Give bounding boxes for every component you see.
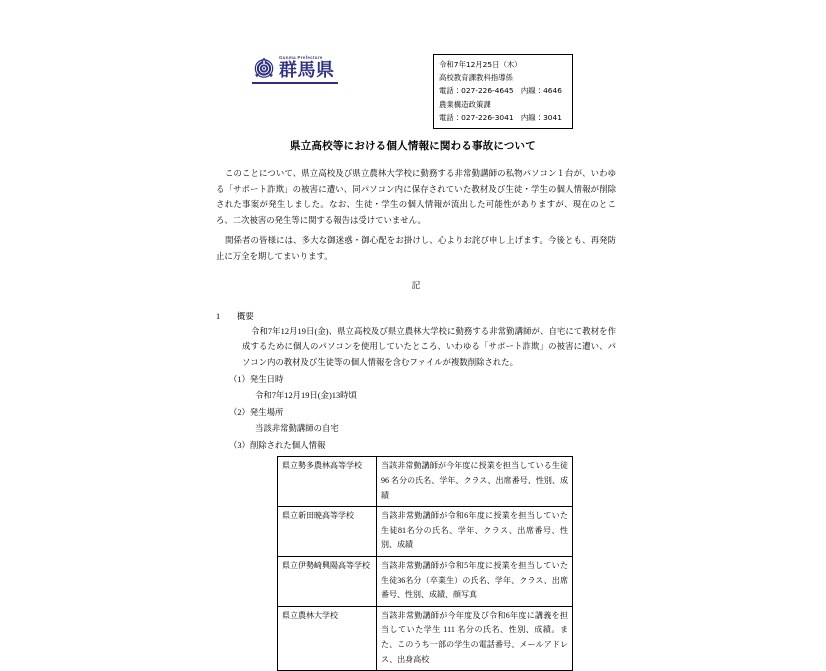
table-cell-school: 県立伊勢崎興陽高等学校 bbox=[278, 556, 377, 606]
contact-line-phone-1: 電話：027-226-4645 内線：4646 bbox=[439, 86, 562, 96]
table-cell-detail: 当該非常勤講師が令和5年度に授業を担当していた生徒36名分（卒業生）の氏名、学年、クラス、出席番号、性別、成績、顔写真 bbox=[377, 556, 573, 606]
document-header bbox=[252, 54, 577, 132]
logo-japanese-label: 群馬県 bbox=[279, 60, 335, 81]
logo-row bbox=[252, 56, 364, 80]
contact-line-phone-2: 電話：027-226-3041 内線：3041 bbox=[439, 112, 562, 122]
item-value-occurrence-datetime: 令和7年12月19日(金)13時頃 bbox=[255, 390, 357, 400]
intro-paragraph-2: 関係者の皆様には、多大な御迷惑・御心配をお掛けし、心よりお詫び申し上げます。今後とも、再発防止に万全を期してまいります。 bbox=[216, 236, 616, 261]
contact-line-division-2: 農業構造政策課 bbox=[439, 99, 491, 109]
logo-text bbox=[279, 56, 335, 80]
table-cell-school: 県立新田暁高等学校 bbox=[278, 507, 377, 557]
section-title: 概要 bbox=[237, 311, 254, 321]
table-row bbox=[278, 606, 573, 670]
table-cell-school: 県立勢多農林高等学校 bbox=[278, 457, 377, 507]
contact-line-date: 令和7年12月25日（木） bbox=[439, 60, 522, 69]
table-cell-detail: 当該非常勤講師が今年度及び令和6年度に講義を担当していた学生 111 名分の氏名、性別、成績。また、このうち一部の学生の電話番号、メールアドレス、出身高校 bbox=[377, 606, 573, 670]
table-cell-detail: 当該非常勤講師が令和6年度に授業を担当していた生徒81名分の氏名、学年、クラス、出席番号、性別、成績 bbox=[377, 507, 573, 557]
table-row bbox=[278, 556, 573, 606]
item-label-occurrence-place: （2）発生場所 bbox=[229, 408, 284, 418]
ki-mark: 記 bbox=[411, 279, 421, 290]
page-title: 県立高校等における個人情報に関わる事故について bbox=[290, 140, 536, 152]
item-value-occurrence-place: 当該非常勤講師の自宅 bbox=[255, 423, 339, 433]
table-cell-school: 県立農林大学校 bbox=[278, 606, 377, 670]
item-label-deleted-personal-info: （3）削除された個人情報 bbox=[229, 440, 326, 450]
table-cell-detail: 当該非常勤講師が今年度に授業を担当している生徒 96 名分の氏名、学年、クラス、出席番号、性別、成績 bbox=[377, 457, 573, 507]
document-body bbox=[216, 166, 616, 671]
contact-info-box bbox=[433, 54, 573, 129]
section-heading-overview bbox=[216, 309, 616, 324]
item-label-occurrence-datetime: （1）発生日時 bbox=[229, 375, 284, 385]
section-number: 1 bbox=[216, 311, 221, 321]
gunma-prefecture-logo bbox=[252, 56, 364, 84]
section-body-overview: 令和7年12月19日(金)、県立高校及び県立農林大学校に勤務する非常勤講師が、自宅にて教材を作成するために個人のパソコンを使用していたところ、いわゆる「サポート詐欺」の被害に遭い、パソコン内の教材及び生徒等の個人情報を含むファイルが複数削除された。 bbox=[242, 326, 616, 367]
table-row bbox=[278, 507, 573, 557]
table-row bbox=[278, 457, 573, 507]
deleted-info-table bbox=[277, 456, 573, 671]
gunma-crest-icon bbox=[252, 56, 276, 80]
logo-underline bbox=[252, 82, 338, 84]
contact-line-division-1: 高校教育課教科指導係 bbox=[439, 73, 513, 83]
intro-paragraph-1: このことについて、県立高校及び県立農林大学校に勤務する非常勤講師の私物パソコン１台が、いわゆる「サポート詐欺」の被害に遭い、同パソコン内に保存されていた教材及び生徒・学生の個人情報が削除された事案が発生しました。なお、生徒・学生の個人情報が流出した可能性がありますが、現在のところ、二次被害の発生等に関する報告は受けていません。 bbox=[216, 169, 616, 225]
logo-english-label: Gunma Prefecture bbox=[279, 55, 323, 61]
